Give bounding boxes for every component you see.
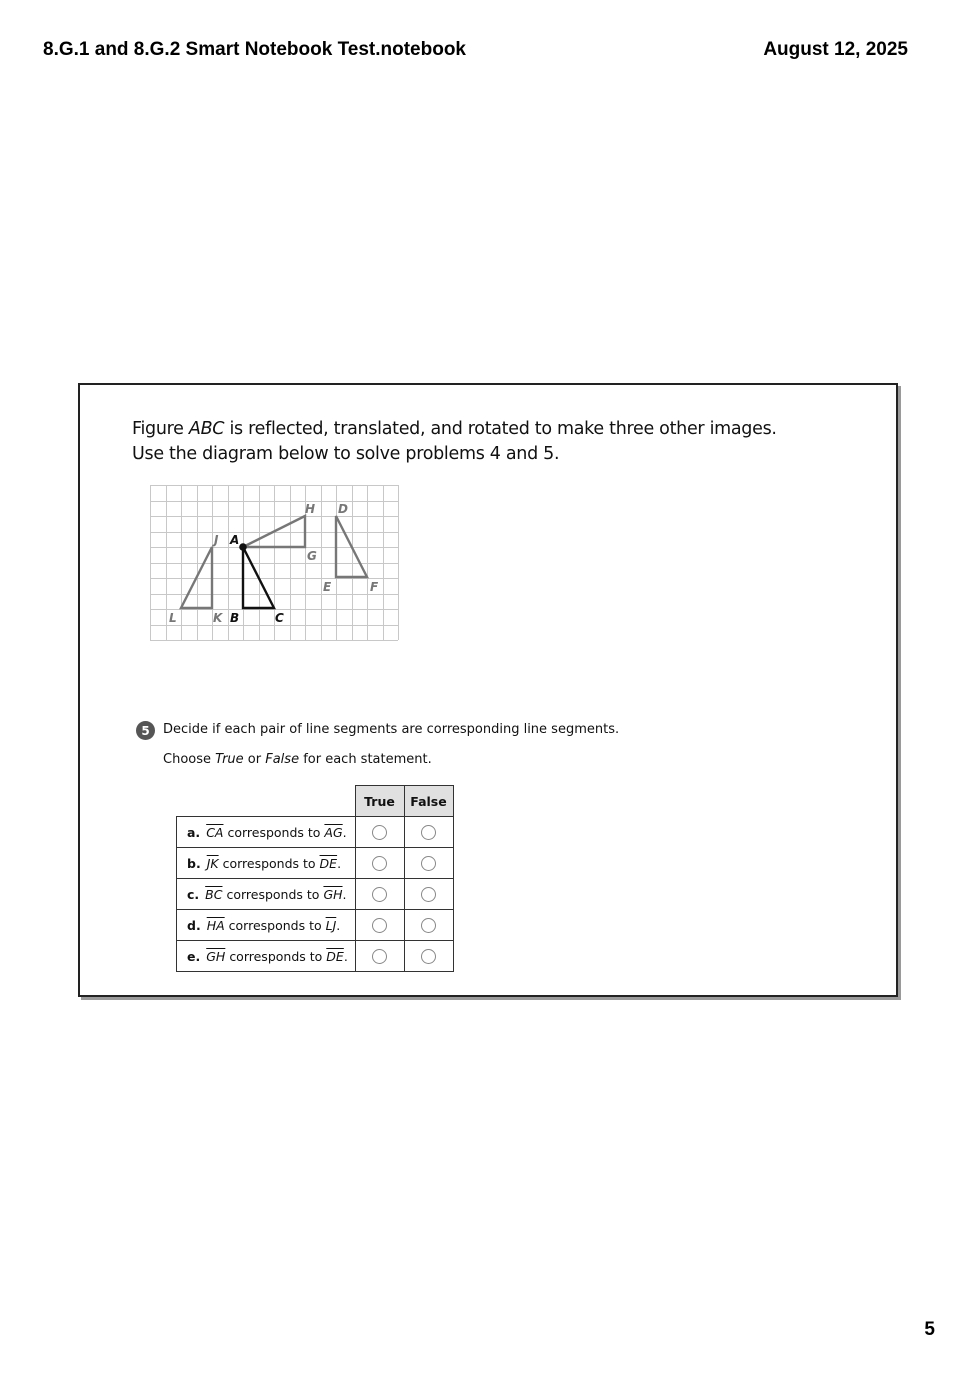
instr-before: Choose	[163, 752, 216, 767]
statement-cell: b. $\overline{JK}$ corresponds to $\overline{DE}$.	[177, 848, 356, 879]
radio-true[interactable]	[372, 887, 387, 902]
connector-text: corresponds to	[222, 855, 316, 871]
connector-text: corresponds to	[229, 948, 323, 964]
segment-2: $\overline{AG}$	[324, 824, 343, 840]
label-g: G	[307, 549, 317, 563]
segment-2: $\overline{DE}$	[319, 855, 338, 871]
radio-true[interactable]	[372, 856, 387, 871]
intro-text	[132, 417, 812, 467]
radio-false[interactable]	[421, 918, 436, 933]
instr-middle: or	[243, 752, 266, 767]
radio-false[interactable]	[421, 887, 436, 902]
segment-2: $\overline{DE}$	[326, 948, 344, 964]
table-row	[177, 941, 454, 972]
question-number-badge: 5	[136, 721, 155, 740]
table-row	[177, 817, 454, 848]
label-k: K	[213, 611, 223, 625]
label-j: J	[214, 533, 219, 547]
connector-text: corresponds to	[226, 886, 320, 902]
question-prompt: Decide if each pair of line segments are corresponding line segments.	[163, 722, 620, 737]
label-d: D	[338, 502, 348, 516]
triangle-abc	[243, 547, 274, 608]
page-number: 5	[924, 1319, 935, 1340]
segment-1: $\overline{JK}$	[206, 855, 219, 871]
option-cell-false	[404, 910, 453, 941]
label-f: F	[370, 580, 379, 594]
statement-letter: e.	[187, 948, 201, 964]
document-date: August 12, 2025	[763, 39, 908, 60]
option-cell-true	[355, 848, 404, 879]
column-false: False	[404, 786, 453, 817]
radio-true[interactable]	[372, 949, 387, 964]
point-a-dot	[239, 543, 247, 551]
radio-false[interactable]	[421, 825, 436, 840]
document-title: 8.G.1 and 8.G.2 Smart Notebook Test.notebook	[43, 39, 467, 60]
segment-1: $\overline{GH}$	[206, 948, 226, 964]
statement-letter: a.	[187, 824, 201, 840]
connector-text: corresponds to	[228, 917, 322, 933]
intro-after: is reflected, translated, and rotated to make three other images. Use the diagram below to solve problems 4 and 5.	[132, 419, 777, 464]
transformation-diagram	[150, 485, 399, 642]
option-cell-false	[404, 817, 453, 848]
statement-letter: c.	[187, 886, 200, 902]
label-b: B	[230, 611, 240, 625]
statement-letter: b.	[187, 855, 201, 871]
table-row	[177, 848, 454, 879]
option-cell-true	[355, 910, 404, 941]
segment-1: $\overline{CA}$	[206, 824, 224, 840]
question-instructions	[163, 752, 432, 767]
option-cell-true	[355, 879, 404, 910]
statement-cell: a. $\overline{CA}$ corresponds to $\overline{AG}$.	[177, 817, 356, 848]
segment-1: $\overline{HA}$	[206, 917, 225, 933]
statement-cell: c. $\overline{BC}$ corresponds to $\overline{GH}$.	[177, 879, 356, 910]
radio-false[interactable]	[421, 949, 436, 964]
statement-cell: e. $\overline{GH}$ corresponds to $\overline{DE}$.	[177, 941, 356, 972]
connector-text: corresponds to	[227, 824, 321, 840]
segment-2: $\overline{GH}$	[323, 886, 343, 902]
segment-2: $\overline{LJ}$	[325, 917, 337, 933]
option-cell-false	[404, 848, 453, 879]
figure-name: ABC	[188, 419, 225, 439]
triangle-def	[336, 516, 367, 577]
table-row	[177, 879, 454, 910]
segment-1: $\overline{BC}$	[205, 886, 223, 902]
label-c: C	[275, 611, 284, 625]
radio-true[interactable]	[372, 918, 387, 933]
option-cell-false	[404, 941, 453, 972]
radio-true[interactable]	[372, 825, 387, 840]
option-cell-false	[404, 879, 453, 910]
problem-card	[78, 383, 898, 997]
radio-false[interactable]	[421, 856, 436, 871]
statement-letter: d.	[187, 917, 201, 933]
option-cell-true	[355, 941, 404, 972]
statement-cell: d. $\overline{HA}$ corresponds to $\overline{LJ}$.	[177, 910, 356, 941]
label-l: L	[169, 611, 177, 625]
column-true: True	[355, 786, 404, 817]
instr-true: True	[215, 752, 244, 767]
instr-after: for each statement.	[299, 752, 432, 767]
triangle-ljk	[181, 547, 212, 608]
intro-before: Figure	[132, 419, 189, 439]
true-false-table	[176, 785, 454, 972]
label-a: A	[230, 533, 240, 547]
label-h: H	[305, 502, 316, 516]
table-corner	[177, 786, 356, 817]
instr-false: False	[265, 752, 300, 767]
label-e: E	[323, 580, 332, 594]
table-row	[177, 910, 454, 941]
option-cell-true	[355, 817, 404, 848]
